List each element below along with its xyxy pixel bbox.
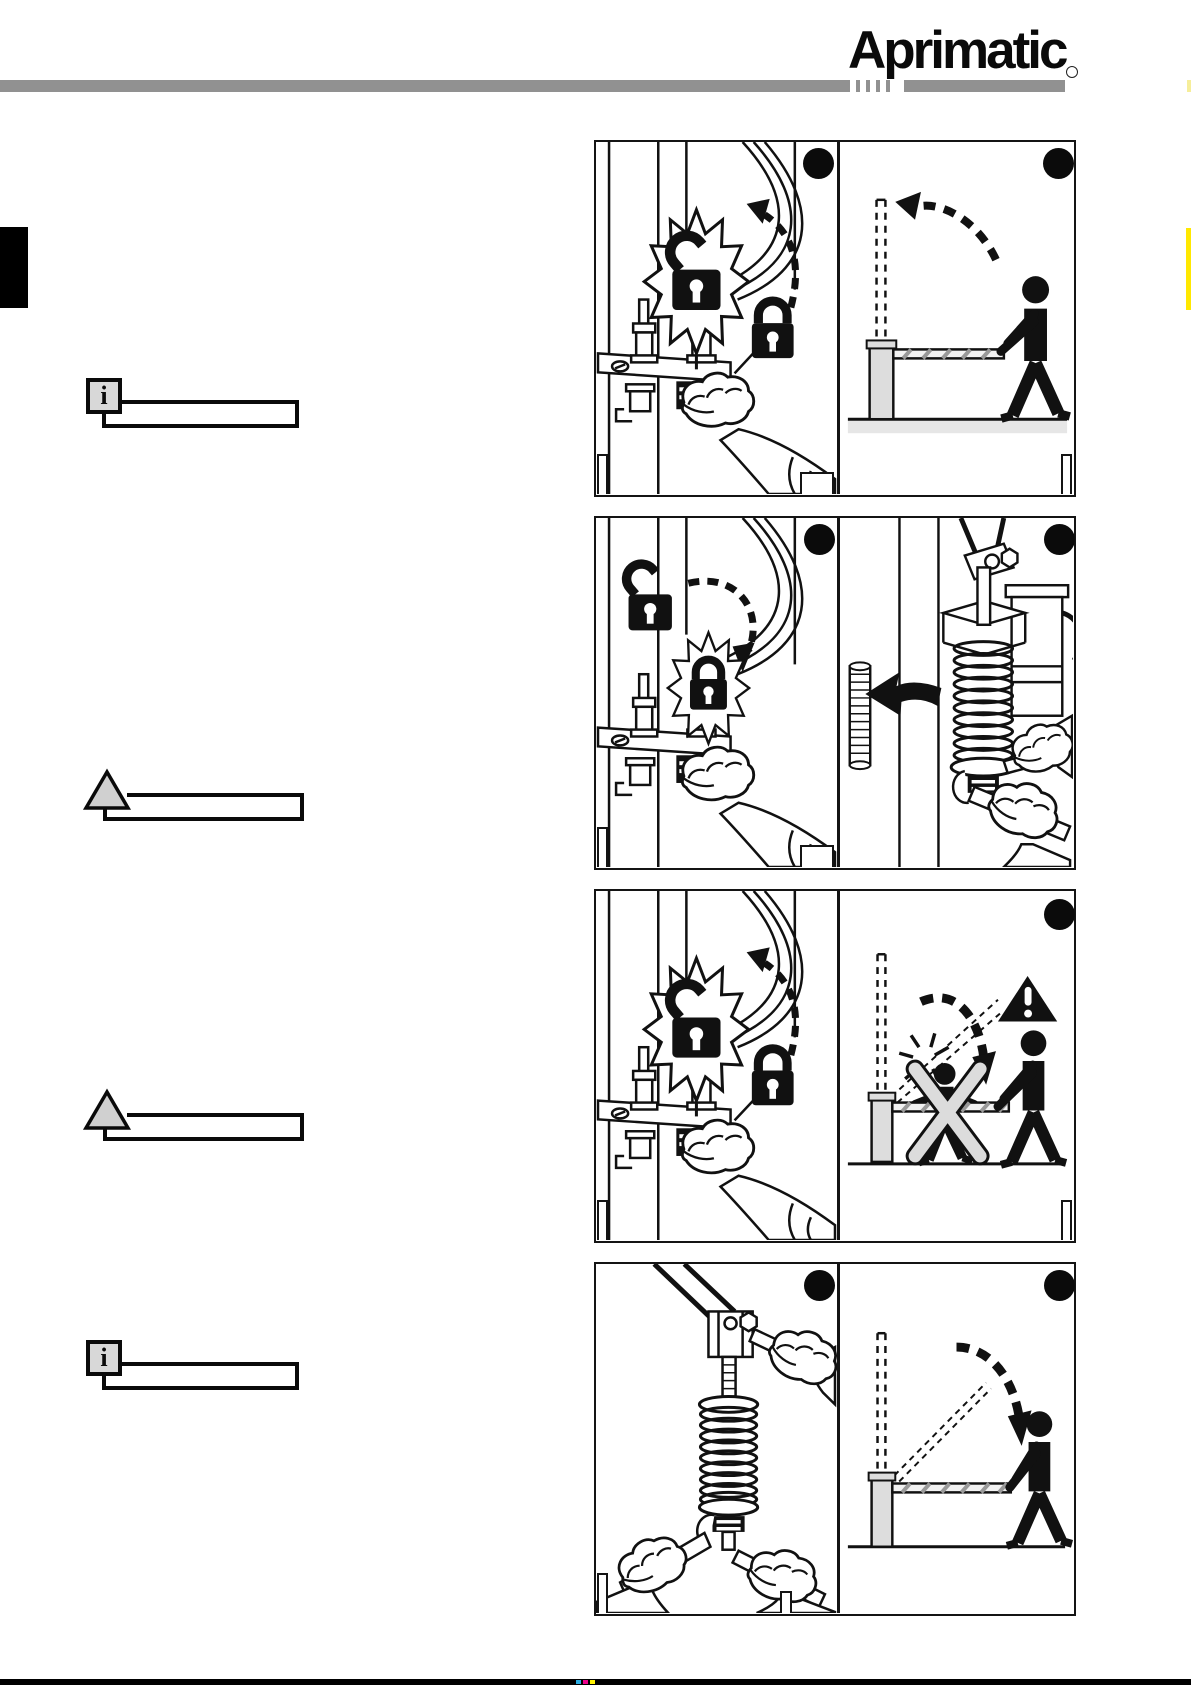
person-figure: [998, 1030, 1066, 1164]
scene-balancing-spring-removal: [840, 518, 1073, 867]
right-language-tab: [1186, 228, 1191, 310]
frame-notch: [597, 1200, 608, 1240]
figure-step-4: [594, 1262, 1076, 1616]
warning-triangle-icon: [82, 1088, 312, 1148]
frame-notch: [780, 1591, 792, 1613]
ring-nut: [712, 1516, 744, 1532]
figure-step-2: [594, 516, 1076, 870]
threaded-rod: [850, 662, 870, 769]
scene-barrier-arm-raising: [840, 142, 1073, 494]
aprimatic-logo: Aprimatic: [848, 21, 1066, 80]
note-underline-bracket: [86, 378, 316, 438]
registration-mark: [576, 1680, 581, 1684]
person-figure: [1001, 276, 1070, 418]
registration-mark: [583, 1680, 588, 1684]
scene-barrier-arm-lowering: [840, 1264, 1073, 1613]
step-badge: [1044, 1270, 1075, 1301]
figure-step-3: [594, 889, 1076, 1243]
clevis-assembly: [654, 1264, 756, 1400]
note-underline-bracket: [86, 1340, 316, 1400]
frame-notch: [1061, 454, 1072, 494]
frame-notch: [800, 472, 834, 494]
scene-release-valve-unlock: [596, 891, 837, 1240]
remove-arrow: [865, 672, 941, 716]
info-letter: i: [100, 381, 108, 410]
coil-spring: [954, 642, 1012, 763]
frame-notch: [1061, 1200, 1072, 1240]
scene-release-valve-unlock: [596, 142, 837, 494]
step-badge: [804, 1270, 835, 1301]
left-section-tab: [0, 227, 28, 308]
step-badge: [1044, 899, 1075, 930]
frame-notch: [597, 827, 608, 867]
frame-notch: [597, 1573, 608, 1613]
right-tab-tick: [1187, 80, 1191, 92]
scene-spring-ring-nut-adjustment: [596, 1264, 837, 1613]
frame-notch: [597, 454, 608, 494]
step-badge: [803, 148, 834, 179]
warning-triangle-icon: [82, 768, 312, 828]
warning-triangle-icon: [998, 976, 1057, 1021]
scene-release-valve-lock: [596, 518, 837, 867]
frame-notch: [800, 845, 834, 867]
step-badge: [1044, 524, 1075, 555]
coil-spring: [700, 1407, 756, 1506]
registered-mark-icon: [1066, 66, 1078, 78]
step-badge: [804, 524, 835, 555]
registration-mark: [590, 1680, 595, 1684]
step-badge: [1043, 148, 1074, 179]
scene-arm-fall-hazard: [840, 891, 1073, 1240]
figure-step-1: [594, 140, 1076, 497]
footer-bar: [0, 1679, 1191, 1685]
info-letter: i: [100, 1343, 108, 1372]
